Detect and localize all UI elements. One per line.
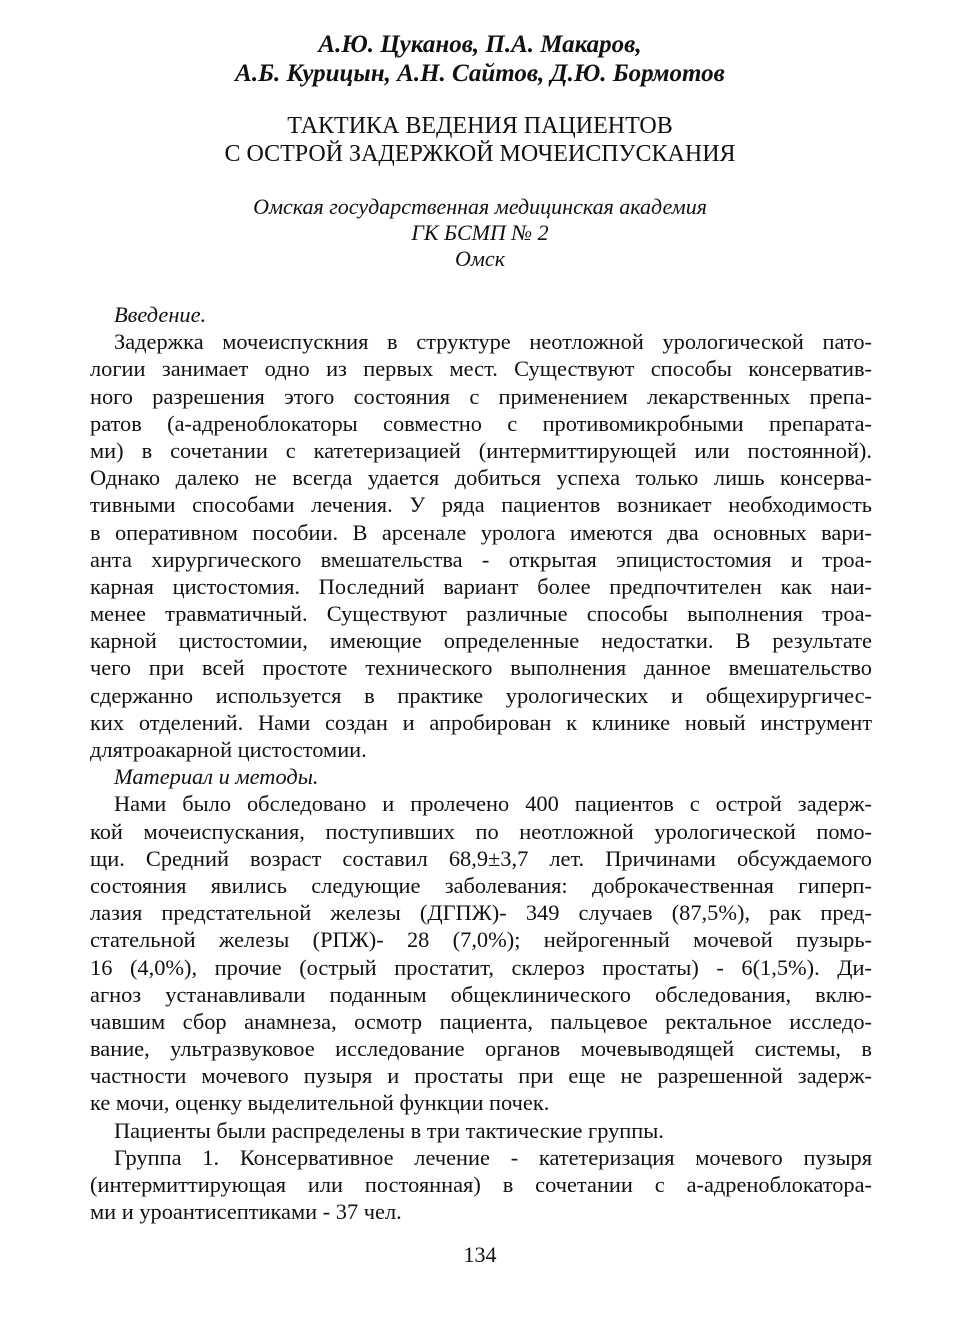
affiliation-line: Омск [455, 246, 505, 271]
body-line: ного разрешения этого состояния с применением лекарственных препа- [90, 383, 872, 409]
body-line: логии занимает одно из первых мест. Существуют способы консерватив- [90, 356, 872, 382]
body-line: ми) в сочетании с катетеризацией (интермиттирующей или постоянной). [90, 437, 872, 463]
article-body [90, 301, 872, 1225]
affiliation-line: ГК БСМП № 2 [411, 220, 549, 245]
body-line: лазия предстательной железы (ДГПЖ)- 349 случаев (87,5%), рак пред- [90, 900, 872, 926]
body-line: чавшим сбор анамнеза, осмотр пациента, пальцевое ректальное исследо- [90, 1008, 872, 1034]
body-line: Задержка мочеиспускния в структуре неотложной урологической пато- [114, 329, 872, 355]
body-line: карной цистостомии, имеющие определенные недостатки. В результате [90, 628, 872, 654]
body-line: кой мочеиспускания, поступивших по неотложной урологической помо- [90, 818, 872, 844]
author-line: А.Ю. Цуканов, П.А. Макаров, [318, 31, 642, 58]
body-line: агноз устанавливали поданным общеклинического обследования, вклю- [90, 981, 872, 1007]
article-title [0, 112, 960, 168]
author-line: А.Б. Курицын, А.Н. Сайтов, Д.Ю. Бормотов [235, 60, 725, 87]
body-line: ких отделений. Нами создан и апробирован к клинике новый инструмент [90, 709, 872, 735]
body-line: Пациенты были распределены в три тактические группы. [114, 1117, 664, 1143]
body-line: вание, ультразвуковое исследование органов мочевыводящей системы, в [90, 1036, 872, 1062]
body-line: (интермиттирующая или постоянная) в сочетании с а-адреноблокатора- [90, 1172, 872, 1197]
title-line: ТАКТИКА ВЕДЕНИЯ ПАЦИЕНТОВ [287, 113, 673, 139]
body-line: щи. Средний возраст составил 68,9±3,7 лет. Причинами обсуждаемого [90, 845, 872, 871]
title-line: С ОСТРОЙ ЗАДЕРЖКОЙ МОЧЕИСПУСКАНИЯ [224, 141, 736, 167]
body-line: состояния явились следующие заболевания: доброкачественная гиперп- [90, 872, 872, 898]
body-line: сдержанно используется в практике урологических и общехирургичес- [90, 682, 872, 708]
section-heading-methods: Материал и методы. [114, 764, 319, 790]
body-line: частности мочевого пузыря и простаты при еще не разрешенной задерж- [90, 1063, 872, 1089]
section-heading-introduction: Введение. [114, 302, 207, 327]
body-line: тивными способами лечения. У ряда пациентов возникает необходимость [90, 492, 872, 518]
body-line: Группа 1. Консервативное лечение - катетеризация мочевого пузыря [114, 1144, 872, 1170]
body-line: 16 (4,0%), прочие (острый простатит, склероз простаты) - 6(1,5%). Ди- [90, 954, 872, 980]
body-line: анта хирургического вмешательства - открытая эпицистостомия и троа- [90, 546, 872, 572]
body-line: менее травматичный. Существуют различные способы выполнения троа- [90, 601, 872, 627]
author-list [0, 30, 960, 88]
body-line: чего при всей простоте технического выполнения данное вмешательство [90, 655, 872, 681]
body-line: Нами было обследовано и пролечено 400 пациентов с острой задерж- [114, 791, 872, 817]
affiliation-line: Омская государственная медицинская академия [253, 194, 707, 219]
body-line: Однако далеко не всегда удается добиться успеха только лишь консерва- [90, 465, 872, 491]
body-line: длятроакарной цистостомии. [90, 737, 367, 762]
body-line: ке мочи, оценку выделительной функции почек. [90, 1090, 550, 1116]
body-line: ми и уроантисептиками - 37 чел. [90, 1199, 402, 1225]
body-line: ратов (а-адреноблокаторы совместно с противомикробными препарата- [90, 410, 872, 436]
body-line: карная цистостомия. Последний вариант более предпочтителен как наи- [90, 573, 872, 599]
body-line: в оперативном пособии. В арсенале уролога имеются два основных вари- [90, 519, 872, 545]
page-number: 134 [463, 1242, 497, 1267]
body-line: стательной железы (РПЖ)- 28 (7,0%); нейрогенный мочевой пузырь- [90, 927, 872, 953]
affiliation [0, 194, 960, 272]
